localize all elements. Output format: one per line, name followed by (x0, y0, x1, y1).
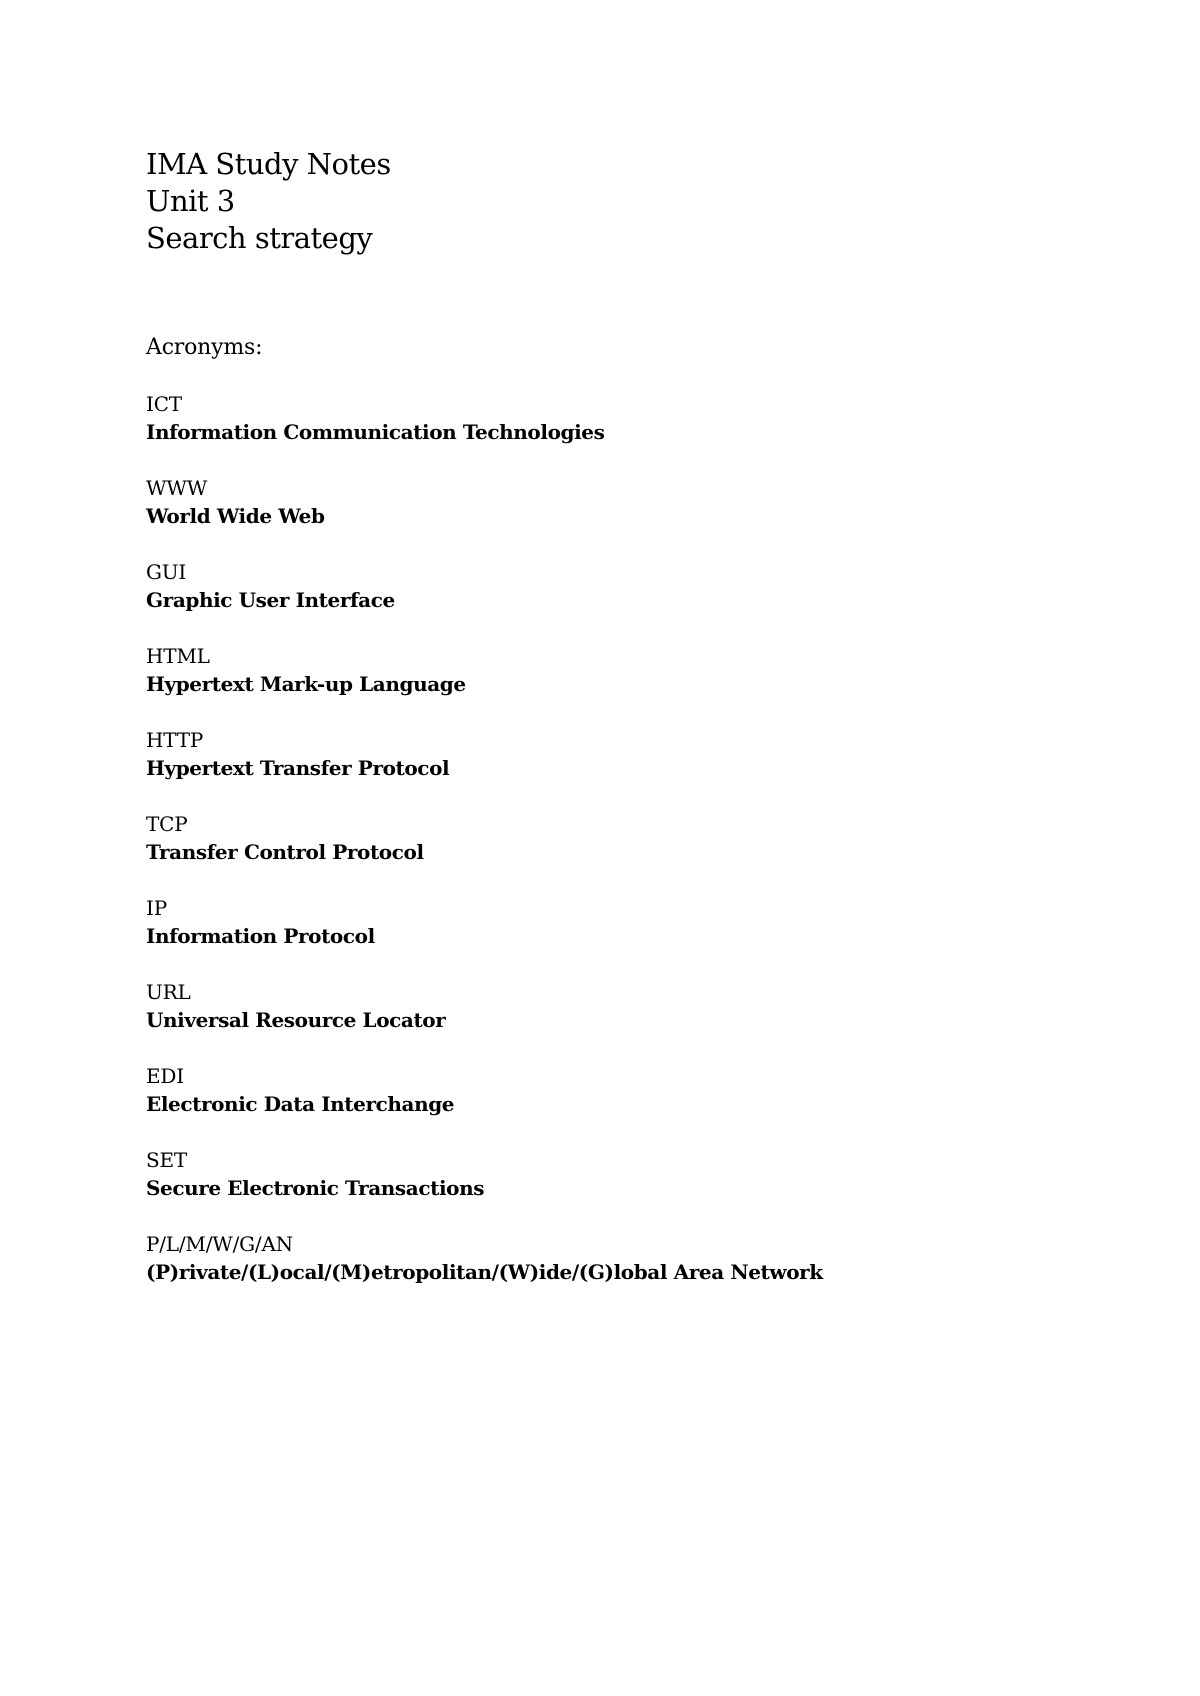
acronym-definition: Secure Electronic Transactions (146, 1176, 485, 1200)
acronym-abbreviation: ICT (146, 392, 182, 416)
acronyms-heading: Acronyms: (146, 335, 263, 360)
acronym-item (146, 1062, 1106, 1118)
acronym-definition: Hypertext Transfer Protocol (146, 756, 450, 780)
acronym-definition: Hypertext Mark-up Language (146, 672, 466, 696)
acronym-abbreviation: GUI (146, 560, 187, 584)
acronym-abbreviation: HTML (146, 644, 210, 668)
acronym-item (146, 810, 1106, 866)
unit-label: Unit 3 (146, 184, 235, 218)
acronym-abbreviation: P/L/M/W/G/AN (146, 1232, 293, 1256)
acronym-item (146, 390, 1106, 446)
acronym-definition: Transfer Control Protocol (146, 840, 424, 864)
acronym-definition: World Wide Web (146, 504, 325, 528)
acronym-definition: Information Communication Technologies (146, 420, 605, 444)
acronym-item (146, 642, 1106, 698)
acronym-item (146, 726, 1106, 782)
acronym-item (146, 1146, 1106, 1202)
acronym-definition: Graphic User Interface (146, 588, 395, 612)
acronym-definition: Universal Resource Locator (146, 1008, 446, 1032)
acronym-abbreviation: WWW (146, 476, 208, 500)
document-page (146, 146, 1106, 1314)
topic-label: Search strategy (146, 221, 373, 255)
acronym-item (146, 1230, 1106, 1286)
acronym-item (146, 894, 1106, 950)
document-title: IMA Study Notes (146, 147, 391, 181)
document-title-block (146, 146, 1106, 257)
acronym-abbreviation: EDI (146, 1064, 184, 1088)
acronym-abbreviation: URL (146, 980, 191, 1004)
acronym-list (146, 390, 1106, 1286)
acronym-item (146, 978, 1106, 1034)
acronym-definition: Electronic Data Interchange (146, 1092, 455, 1116)
acronym-abbreviation: IP (146, 896, 167, 920)
acronym-item (146, 474, 1106, 530)
acronym-definition: Information Protocol (146, 924, 375, 948)
acronym-abbreviation: HTTP (146, 728, 204, 752)
acronym-abbreviation: SET (146, 1148, 188, 1172)
acronym-item (146, 558, 1106, 614)
acronym-abbreviation: TCP (146, 812, 188, 836)
acronym-definition: (P)rivate/(L)ocal/(M)etropolitan/(W)ide/(G)lobal Area Network (146, 1260, 823, 1284)
